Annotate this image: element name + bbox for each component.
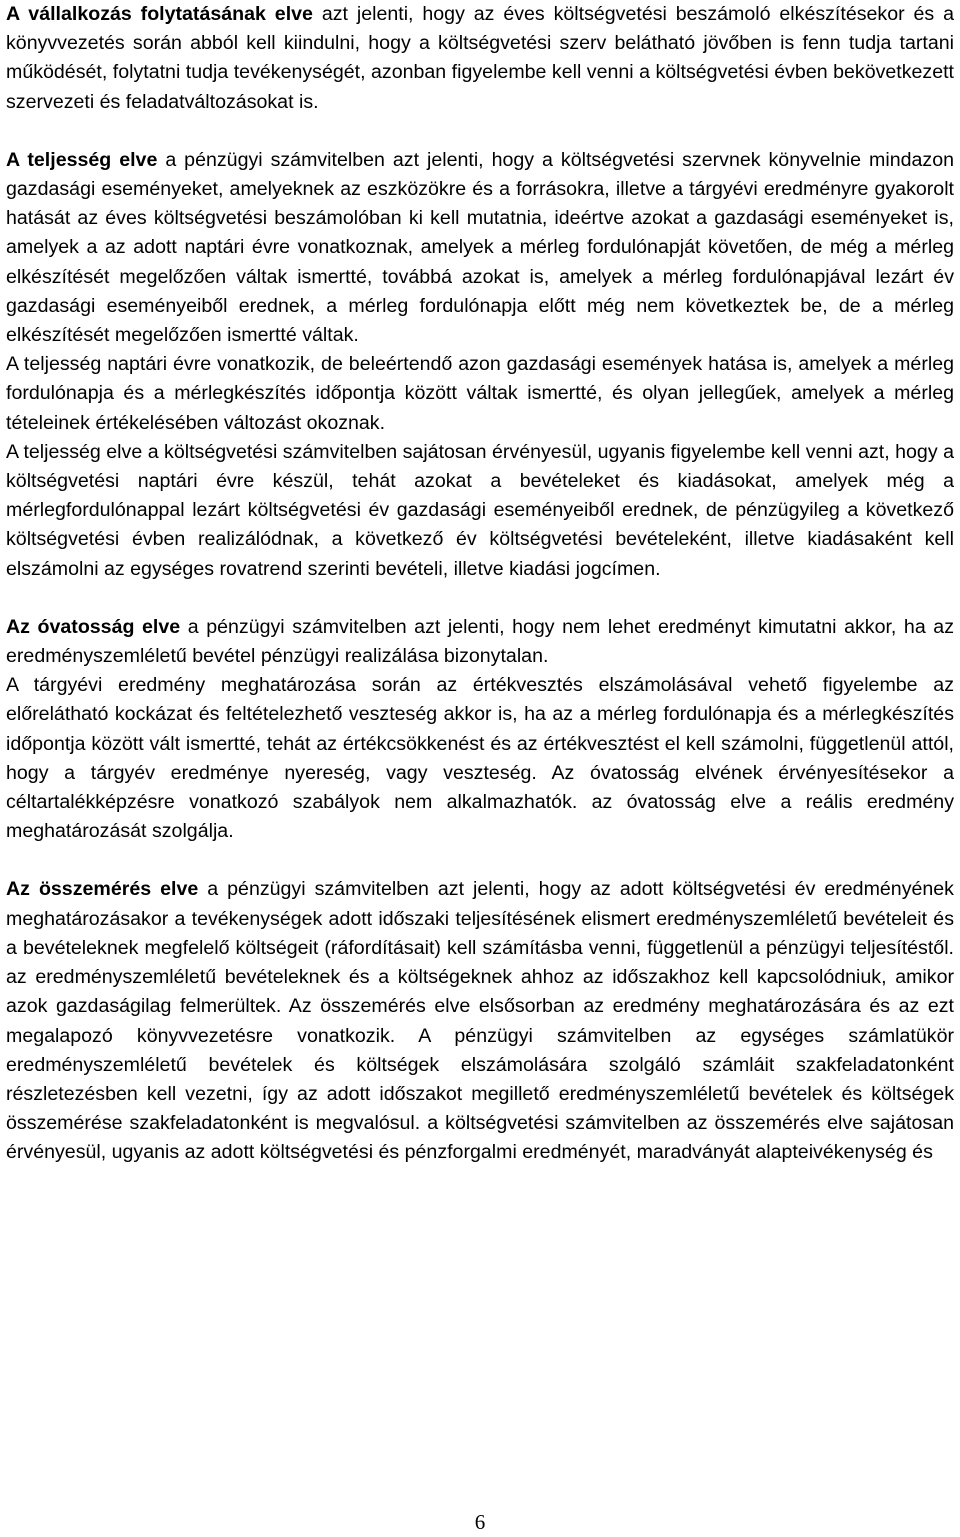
- paragraph-completeness: [6, 146, 954, 350]
- paragraph-completeness-budget: [6, 438, 954, 584]
- paragraph-text: A teljesség elve a költségvetési számvitelben sajátosan érvényesül, ugyanis figyelembe kell venni azt, hogy a költségvetési naptári évre készül, tehát azokat a bevételeket és kiadásokat, amelyek még a mérlegfordulónappal lezárt költségvetési év gazdasági eseményeiből erednek, de pénzügyileg a következő költségvetési évben realizálódnak, a következő év költségvetési bevételeként, illetve kiadásaként kell elszámolni az egységes rovatrend szerinti bevételi, illetve kiadási jogcímen.: [6, 440, 954, 580]
- paragraph-matching: [6, 875, 954, 1167]
- principle-title: Az óvatosság elve: [6, 615, 181, 638]
- paragraph-text: a pénzügyi számvitelben azt jelenti, hogy a költségvetési szervnek könyvelnie mindazon gazdasági eseményeket, amelyeknek az eszközökre és a forrásokra, illetve a tárgyévi eredményre gyakorolt hatását az éves költségvetési beszámolóban ki kell mutatnia, ideértve azokat a gazdasági eseményeket is, amelyek a az adott naptári évre vonatkoznak, amelyek a mérleg fordulónapját követően, de még a mérleg elkészítését megelőzően váltak ismertté, továbbá azokat is, amelyek a mérleg fordulónapjával lezárt év gazdasági eseményeiből erednek, a mérleg fordulónapja előtt még nem következtek be, de a mérleg elkészítését megelőzően ismertté váltak.: [6, 148, 955, 347]
- paragraph-text: azt jelenti, hogy az éves költségvetési beszámoló elkészítésekor és a könyvvezetés során abból kell kiindulni, hogy a költségvetési szerv belátható jövőben is fenn tudja tartani működését, folytatni tudja tevékenységét, azonban figyelembe kell venni a költségvetési évben bekövetkezett szervezeti és feladatváltozásokat is.: [6, 3, 954, 113]
- paragraph-text: a pénzügyi számvitelben azt jelenti, hogy az adott költségvetési év eredményének meghatározásakor a tevékenységek adott időszaki teljesítésének elismert eredményszemléletű bevételeit és a bevételeknek megfelelő költségeit (ráfordításait) kell számításba venni, függetlenül a pénzügyi teljesítéstől. az eredményszemléletű bevételeknek és a költségeknek ahhoz az időszakhoz kell kapcsolódniuk, amikor azok gazdaságilag felmerültek. Az összemérés elve elsősorban az eredmény meghatározására és az ezt megalapozó könyvvezetésre vonatkozik. A pénzügyi számvitelben az egységes számlatükör eredményszemléletű bevételek és költségek elszámolására szolgáló számláit szakfeladatonként részletezésben kell vezetni, így az adott időszakot megillető eredményszemléletű bevételek és költségek összemérése szakfeladatonként is megvalósul. a költségvetési számvitelben az összemérés elve sajátosan érvényesül, ugyanis az adott költségvetési és pénzforgalmi eredményét, maradványát alapteivékenység és: [6, 878, 954, 1164]
- page-number: 6: [474, 1510, 486, 1534]
- principle-title: A teljesség elve: [6, 148, 158, 171]
- document-body: [6, 0, 954, 1168]
- principle-title: Az összemérés elve: [6, 878, 199, 901]
- paragraph-text: a pénzügyi számvitelben azt jelenti, hogy nem lehet eredményt kimutatni akkor, ha az eredményszemléletű bevétel pénzügyi realizálása bizonytalan.: [6, 615, 955, 668]
- paragraph-completeness-calendar-year: [6, 350, 954, 438]
- paragraph-going-concern: [6, 0, 954, 117]
- principle-title: A vállalkozás folytatásának elve: [6, 3, 313, 25]
- paragraph-prudence: [6, 613, 954, 671]
- paragraph-prudence-detail: [6, 671, 954, 846]
- paragraph-text: A teljesség naptári évre vonatkozik, de beleértendő azon gazdasági események hatása is, amelyek a mérleg fordulónapja és a mérlegkészítés időpontja között váltak ismertté, és olyan jellegűek, amelyek a mérleg tételeinek értékelésében változást okoznak.: [6, 353, 954, 434]
- paragraph-text: A tárgyévi eredmény meghatározása során az értékvesztés elszámolásával vehető figyelembe az előrelátható kockázat és feltételezhető veszteség akkor is, ha az a mérleg fordulónapja és a mérlegkészítés időpontja között vált ismertté, tehát az értékcsökkenést és az értékvesztést el kell számolni, függetlenül attól, hogy a tárgyév eredménye nyereség, vagy veszteség. Az óvatosság elvének érvényesítésekor a céltartalékképzésre vonatkozó szabályok nem alkalmazhatók. az óvatosság elve a reális eredmény meghatározását szolgálja.: [6, 674, 954, 843]
